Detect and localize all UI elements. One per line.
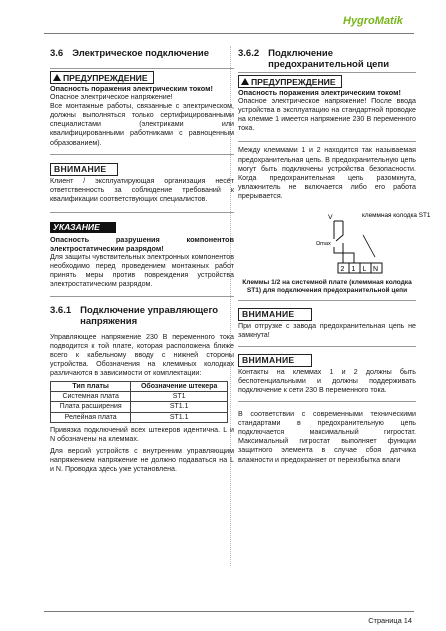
table-header: Обозначение штекера (131, 381, 228, 391)
table-header: Тип платы (51, 381, 131, 391)
svg-text:HygroMatik: HygroMatik (343, 15, 403, 27)
wiring-diagram (238, 201, 431, 279)
table-row: Релейная плата ST1.1 (51, 412, 228, 422)
warning-heading: Опасность поражения электрическим током! (50, 84, 213, 93)
board-table (50, 381, 228, 423)
attention-text: Контакты на клеммах 1 и 2 должны быть беспотенциальными и должны поддерживать подключение к сети 230 В переменного тока. (238, 367, 416, 394)
diagram-label-block: клеммная колодка ST1 (362, 212, 431, 220)
paragraph: В соответствии с современными техническими стандартами в предохранительную цепь подключается максимальный гигростат. Максимальный гигростат выполняет функции защитного элемента в случае сбоя датчика влажности и предохраняет от переизбытка влаги (238, 410, 416, 464)
subsection-text: Управляющее напряжение 230 В переменного тока подводится к той плате, которая расположена ближе всего к кабельному вводу с нижней стороны устройства. Обозначения на клеммных колодках различаются в зависимости от комплектации: (50, 332, 234, 377)
warning-triangle-icon (241, 78, 249, 85)
note-label: УКАЗАНИЕ (50, 222, 116, 233)
paragraph: Привязка подключений всех штекеров идентична. L и N обозначены на клеммах. (50, 425, 234, 443)
diagram-caption: Клеммы 1/2 на системной плате (клеммная колодка ST1) для подключения предохранительной цепи (242, 279, 412, 295)
note-text: Для защиты чувствительных электронных компонентов необходимо перед проведением монтажных работ принять меры против повреждения устройства электростатическим разрядом. (50, 253, 234, 289)
terminal-l: L (362, 266, 367, 274)
warning-heading: Опасность поражения электрическим током! (238, 88, 401, 97)
attention-text: При отгрузке с завода предохранительная цепь не замкнута! (238, 321, 416, 339)
left-column (50, 48, 234, 474)
terminal-2: 2 (340, 266, 345, 274)
note-heading: Опасность разрушения компонентов электростатическим разрядом! (50, 234, 234, 254)
subsection-title: Подключение предохранительной цепи (268, 48, 390, 70)
section-heading (50, 48, 234, 59)
subsection-title: Подключение управляющего напряжения (80, 304, 219, 327)
diagram-label-v: V (328, 214, 333, 222)
warning-text: Опасное электрическое напряжение! После ввода устройства в эксплуатацию на стандартной проводке на клемме 1 имеется напряжение 230 В переменного тока. (238, 97, 416, 133)
header-rule (44, 33, 414, 34)
diagram-label-omax: Ωmax (316, 241, 331, 248)
attention-label: ВНИМАНИЕ (238, 308, 312, 321)
attention-text: Клиент / эксплуатирующая организация несёт ответственность за соблюдение требований к квалификации соответствующих специалистов. (50, 176, 234, 203)
warning-triangle-icon (53, 74, 61, 81)
subsection-number: 3.6.2 (238, 48, 260, 59)
section-number: 3.6 (50, 48, 64, 59)
page-number: Страница 14 (368, 616, 412, 625)
terminal-n: N (373, 266, 379, 274)
hygromatik-logo (343, 12, 413, 28)
right-column (238, 48, 431, 465)
subsection-heading (238, 48, 416, 70)
warning-label: ПРЕДУПРЕЖДЕНИЕ (50, 71, 154, 84)
warning-label: ПРЕДУПРЕЖДЕНИЕ (238, 75, 342, 88)
footer-rule (44, 611, 414, 612)
table-row: Системная плата ST1 (51, 392, 228, 402)
subsection-number: 3.6.1 (50, 304, 72, 316)
attention-label: ВНИМАНИЕ (238, 354, 312, 367)
warning-line-1: Опасное электрическое напряжение! (50, 93, 173, 102)
section-title: Электрическое подключение (72, 48, 210, 59)
warning-line-2: Все монтажные работы, связанные с электрическом, должны выполняться только сертифицированными специалистами (электриками или квалифицированными работниками с равноценным образованием). (50, 102, 234, 147)
safety-circuit-diagram (238, 201, 431, 279)
paragraph: Для версий устройств с внутренним управляющим напряжением напряжение не должно подаваться на L и N. Проводка здесь уже установлена. (50, 446, 234, 474)
paragraph: Между клеммами 1 и 2 находится так называемая предохранительная цепь. В предохранительную цепь могут быть подключены устройства безопасности. Когда предохранительная цепь разомкнута, увлажнитель не включается либо его работа прерывается. (238, 146, 416, 200)
table-row: Плата расширения ST1.1 (51, 402, 228, 412)
terminal-1: 1 (351, 266, 356, 274)
attention-label: ВНИМАНИЕ (50, 163, 118, 176)
subsection-heading (50, 305, 234, 327)
